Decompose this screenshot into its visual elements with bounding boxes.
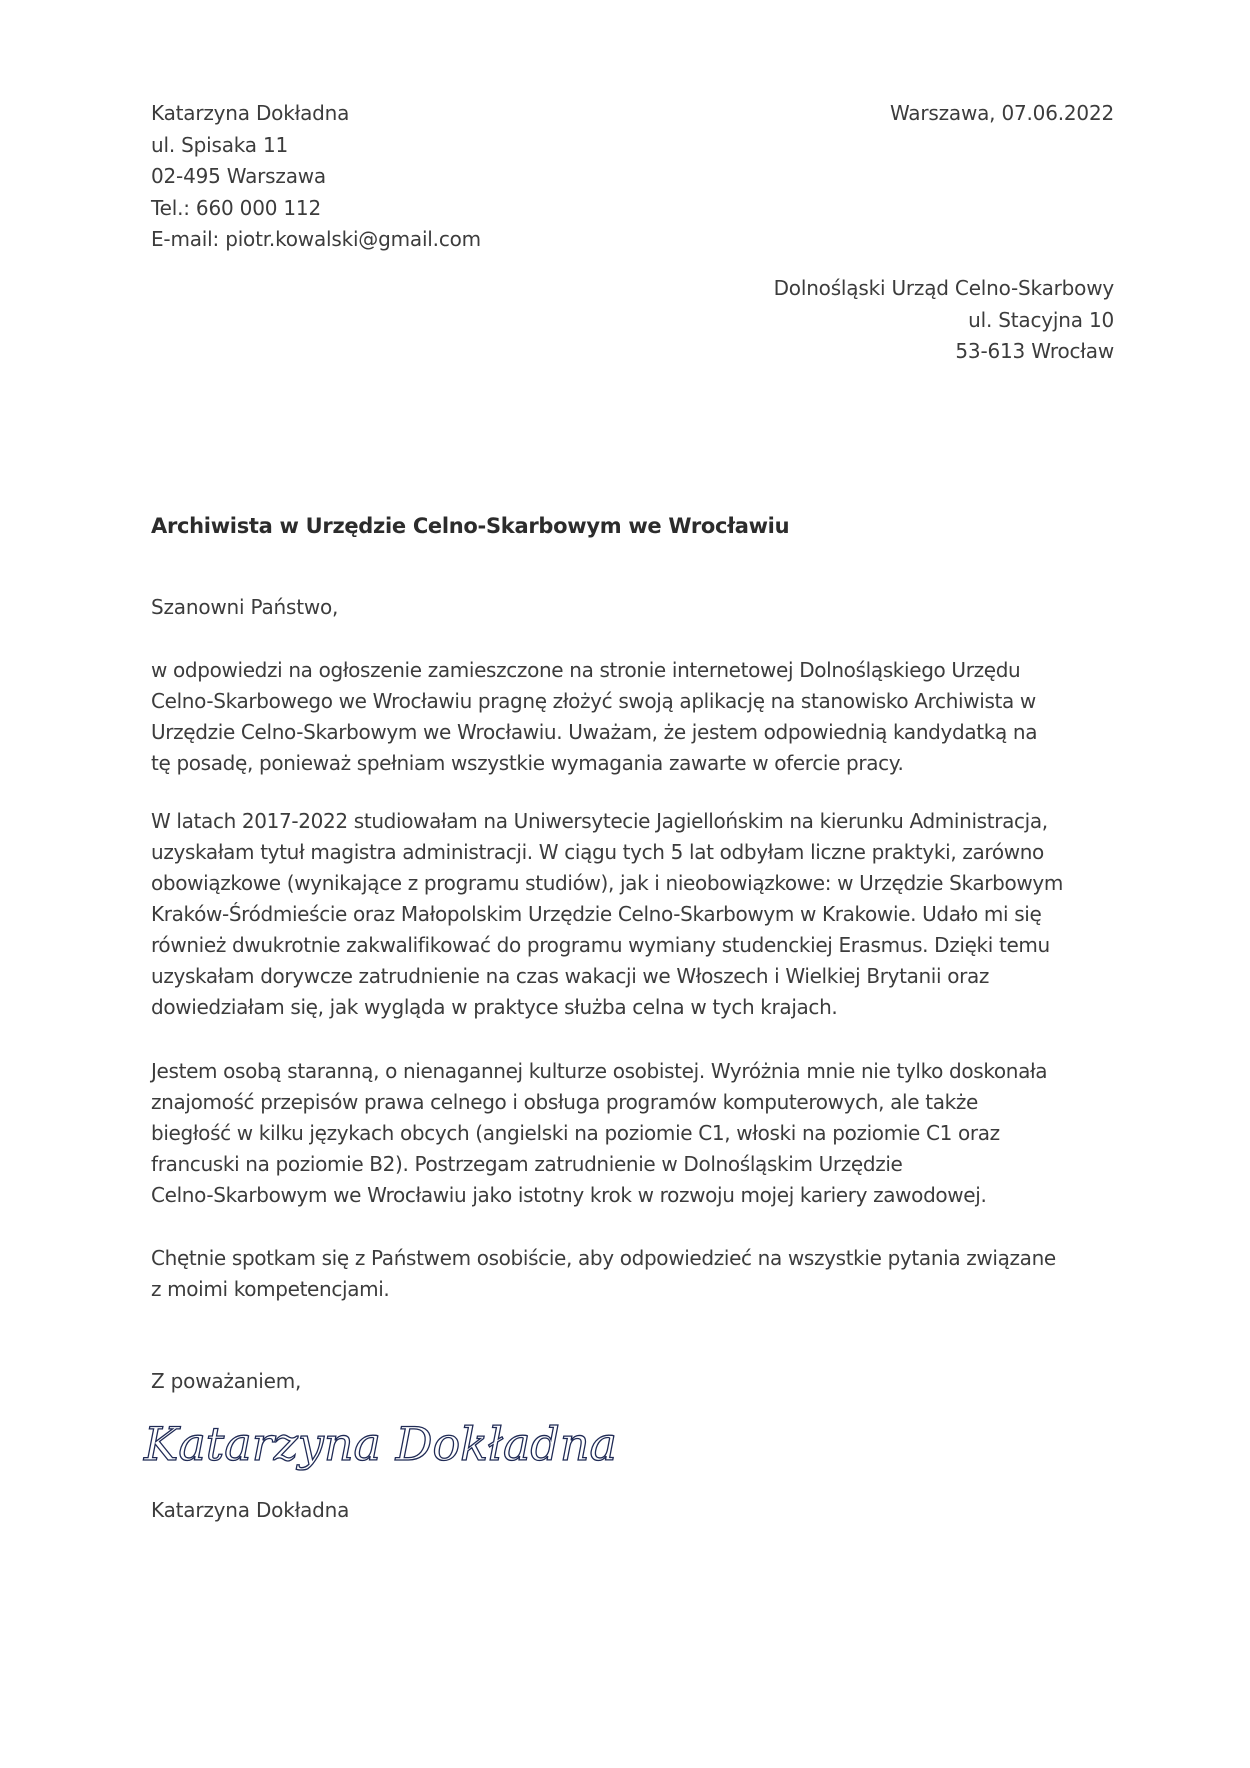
paragraph-line: Jestem osobą staranną, o nienagannej kulturze osobistej. Wyróżnia mnie nie tylko doskonała bbox=[151, 1059, 1048, 1083]
paragraph-line: uzyskałam tytuł magistra administracji. W ciągu tych 5 lat odbyłam liczne praktyki, zarówno bbox=[151, 840, 1044, 864]
sender-name: Katarzyna Dokładna bbox=[151, 101, 350, 125]
salutation: Szanowni Państwo, bbox=[151, 595, 339, 619]
paragraph-line: tę posadę, ponieważ spełniam wszystkie wymagania zawarte w ofercie pracy. bbox=[151, 751, 904, 775]
paragraph-line: Celno-Skarbowego we Wrocławiu pragnę złożyć swoją aplikację na stanowisko Archiwista w bbox=[151, 689, 1036, 713]
signature-drawing bbox=[138, 1398, 617, 1508]
body-paragraph-2 bbox=[151, 806, 1126, 1023]
paragraph-line: znajomość przepisów prawa celnego i obsługa programów komputerowych, ale także bbox=[151, 1090, 978, 1114]
paragraph-line: uzyskałam dorywcze zatrudnienie na czas wakacji we Włoszech i Wielkiej Brytanii oraz bbox=[151, 964, 990, 988]
paragraph-line: również dwukrotnie zakwalifikować do programu wymiany studenckiej Erasmus. Dzięki temu bbox=[151, 933, 1050, 957]
sender-address-block bbox=[151, 98, 481, 256]
paragraph-line: dowiedziałam się, jak wygląda w praktyce służba celna w tych krajach. bbox=[151, 995, 838, 1019]
recipient-street: ul. Stacyjna 10 bbox=[968, 307, 1114, 332]
signer-name: Katarzyna Dokładna bbox=[151, 1498, 350, 1522]
sender-city: 02-495 Warszawa bbox=[151, 164, 326, 188]
sender-email: E-mail: piotr.kowalski@gmail.com bbox=[151, 227, 481, 251]
sender-phone: Tel.: 660 000 112 bbox=[151, 195, 321, 220]
paragraph-line: Urzędzie Celno-Skarbowym we Wrocławiu. Uważam, że jestem odpowiednią kandydatką na bbox=[151, 720, 1038, 744]
paragraph-line: biegłość w kilku językach obcych (angielski na poziomie C1, włoski na poziomie C1 oraz bbox=[151, 1121, 1000, 1145]
paragraph-line: W latach 2017-2022 studiowałam na Uniwersytecie Jagiellońskim na kierunku Administracja, bbox=[151, 809, 1048, 833]
recipient-address-block bbox=[774, 273, 1114, 368]
body-paragraph-1 bbox=[151, 655, 1126, 779]
letter-date: Warszawa, 07.06.2022 bbox=[890, 101, 1114, 125]
recipient-name: Dolnośląski Urząd Celno-Skarbowy bbox=[773, 276, 1114, 300]
handwritten-signature bbox=[138, 1398, 617, 1508]
sender-street: ul. Spisaka 11 bbox=[151, 132, 289, 157]
paragraph-line: Kraków-Śródmieście oraz Małopolskim Urzędzie Celno-Skarbowym w Krakowie. Udało mi się bbox=[151, 902, 1042, 926]
paragraph-line: w odpowiedzi na ogłoszenie zamieszczone na stronie internetowej Dolnośląskiego Urzędu bbox=[151, 658, 1021, 682]
signature-script: Katarzyna Dokładna bbox=[144, 1417, 617, 1471]
recipient-city: 53-613 Wrocław bbox=[955, 339, 1114, 363]
paragraph-line: Chętnie spotkam się z Państwem osobiście, aby odpowiedzieć na wszystkie pytania związane bbox=[151, 1246, 1056, 1270]
closing-phrase: Z poważaniem, bbox=[151, 1369, 302, 1393]
paragraph-line: Celno-Skarbowym we Wrocławiu jako istotny krok w rozwoju mojej kariery zawodowej. bbox=[151, 1183, 987, 1207]
letter-subject: Archiwista w Urzędzie Celno-Skarbowym we Wrocławiu bbox=[151, 514, 790, 538]
body-paragraph-3 bbox=[151, 1056, 1126, 1211]
paragraph-line: obowiązkowe (wynikające z programu studiów), jak i nieobowiązkowe: w Urzędzie Skarbowym bbox=[151, 871, 1063, 895]
paragraph-line: z moimi kompetencjami. bbox=[151, 1277, 390, 1301]
paragraph-line: francuski na poziomie B2). Postrzegam zatrudnienie w Dolnośląskim Urzędzie bbox=[151, 1152, 903, 1176]
body-paragraph-4 bbox=[151, 1243, 1126, 1305]
